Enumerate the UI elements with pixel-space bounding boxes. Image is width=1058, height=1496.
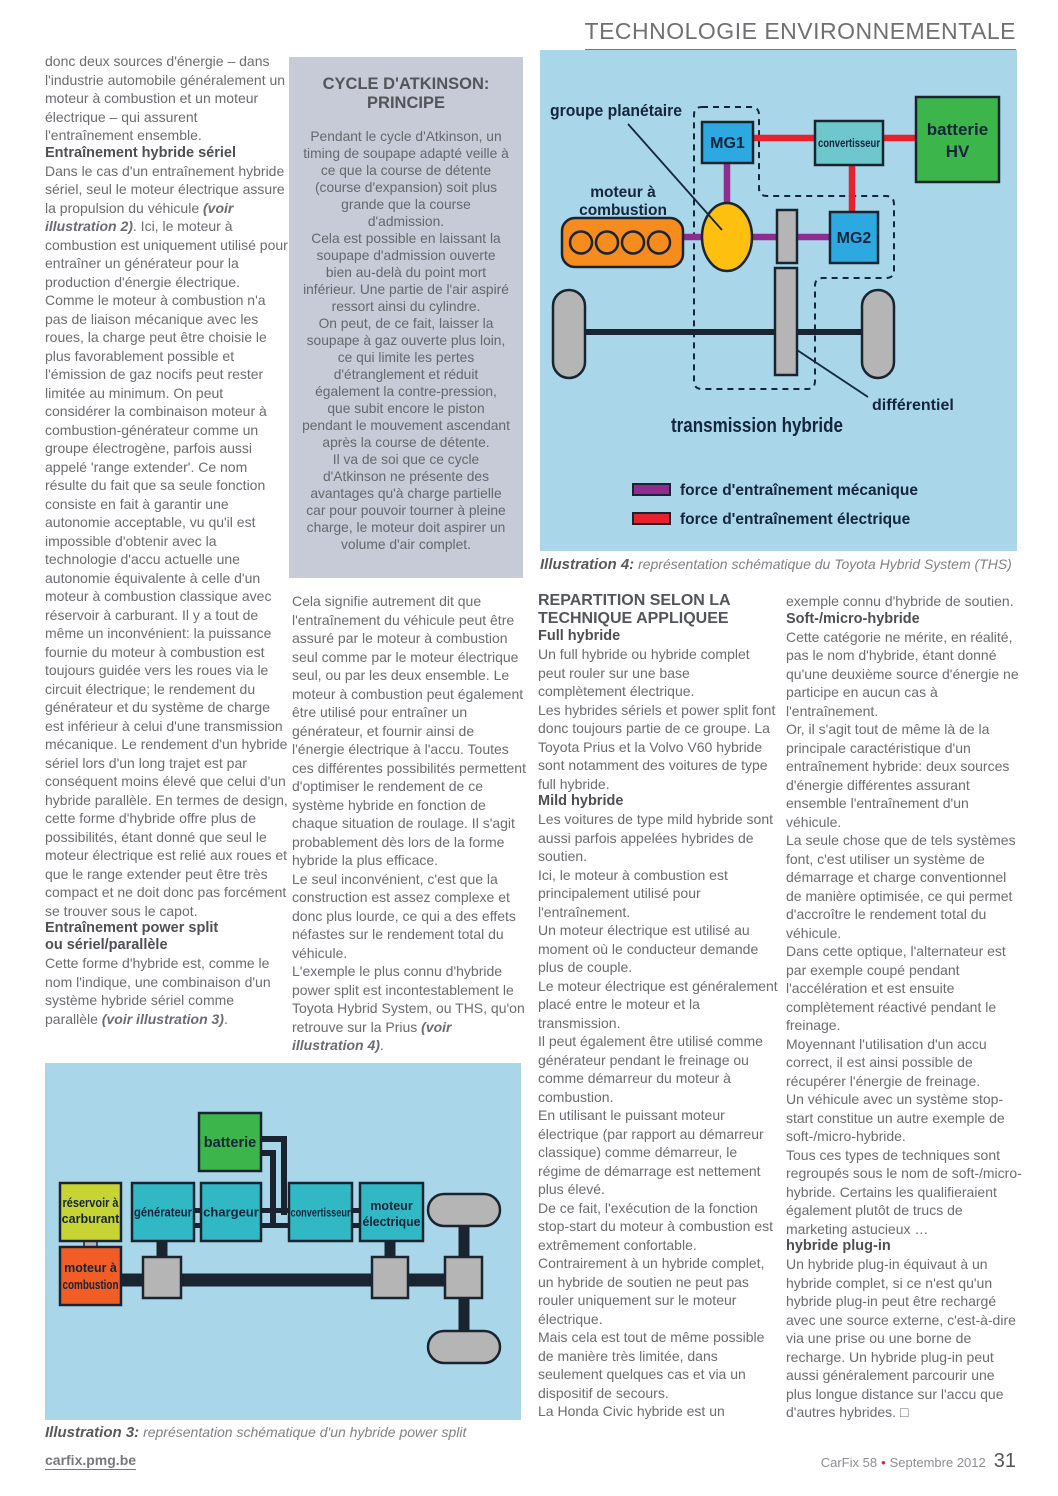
planetary-gear [702,203,752,271]
paragraph: Pendant le cycle d'Atkinson, un timing de soupape adapté veille à ce que la course de détente (course d'expansion) soit plus grande que la course d'admission. [303,129,509,229]
paragraph: Un moteur électrique est utilisé au moment où le conducteur demande plus de couple. [538,922,759,975]
generator-label: générateur [134,1205,193,1220]
paragraph: Le moteur électrique est généralement placé entre le moteur et la transmission. [538,977,778,1031]
paragraph: Cela est possible en laissant la soupape d'admission ouverte bien au-delà du point mort inférieur. Une partie de l'air aspiré ressort ainsi du cylindre. [303,231,509,314]
illustration-3-power-split-diagram [45,1063,521,1420]
battery-label-line1: batterie [926,120,989,139]
ths-diagram-svg [540,50,1017,551]
paragraph: Un véhicule avec un système stop-start constitue un autre exemple de soft-/micro-hybride. [786,1091,1005,1144]
power-split-diagram-svg [45,1063,521,1420]
illustration-3-reference: (voir illustration 3) [101,1010,224,1027]
converter-label: convertisseur [818,136,881,150]
paragraph: Mais cela est tout de même possible de manière très limitée, dans seulement quelques cas et via un dispositif de secours. [538,1329,765,1401]
paragraph: Cette catégorie ne mérite, en réalité, pas le nom d'hybride, étant donné qu'une deuxième source d'énergie ne participe en aucun cas à l'entraînement. [786,628,1019,719]
plug-in-paragraph: Un hybride plug-in équivaut à un hybride complet, si ce n'est qu'un hybride plug-in peut être rechargé avec une source externe, c'est-à-dire via une prise ou une borne de recharge. Un hybride plug-in peut aussi généralement parcourir une plus longue distance sur l'accu que d'autres hybrides. □ [786,1256,1016,1420]
illustration-4-caption [540,556,1017,573]
bottom-wheel [428,1331,500,1363]
power-split-paragraph [45,954,288,1028]
paragraph: De ce fait, l'exécution de la fonction stop-start du moteur à combustion est extrêmement confortable. [538,1199,773,1253]
mg2-label: MG2 [836,230,872,247]
caption-4-label: Illustration 4: [540,556,635,573]
engine-label-line2: combustion [62,1278,119,1292]
engine-label-line1: moteur à [590,184,656,201]
paragraph: Moyennant l'utilisation d'un accu correct, il est ainsi possible de récupérer l'énergie de freinage. [786,1035,987,1089]
illustration-2-reference: (voir illustration 2) [45,199,234,234]
illustration-3-caption [45,1424,521,1441]
differential-label: différentiel [872,397,954,414]
motor-coupling [372,1257,408,1298]
atkinson-sidebar-box [289,57,523,578]
caption-3-text: représentation schématique d'un hybride power split [139,1424,467,1440]
footer-page-number: 31 [993,1450,1016,1472]
legend-electric-label: force d'entraînement électrique [680,511,911,528]
battery-label-line2: HV [945,142,970,161]
column-2 [292,592,526,1060]
tank-label-line1: réservoir à [62,1196,119,1210]
heading-soft-micro-hybrid: Soft-/micro-hybride [786,610,920,627]
transmission-label: transmission hybride [671,415,843,437]
footer-site-link[interactable]: carfix.pmg.be [45,1452,137,1468]
caption-4-text: représentation schématique du Toyota Hybrid System (THS) [634,556,1012,572]
legend-mechanical-swatch [633,484,670,495]
intro-paragraph: donc deux sources d'énergie – dans l'industrie automobile généralement un moteur à combustion et un moteur électrique – qui assurent l'entraînement ensemble. [45,53,286,143]
paragraph: Dans cette optique, l'alternateur est par exemple coupé pendant l'accélération et est ensuite complètement réactivé pendant le freinage. [786,943,1006,1033]
mg1-label: MG1 [710,135,745,152]
page-title: TECHNOLOGIE ENVIRONNEMENTALE [585,18,1016,51]
column-3 [538,592,778,1444]
paragraph: On peut, de ce fait, laisser la soupape à gaz ouverte plus loin, ce qui limite les pertes d'étranglement et réduit également la contre-pression, que subit encore le piston pendant le mouvement ascendant après la course de détente. [302,316,510,450]
heading-mild-hybrid: Mild hybride [538,793,624,809]
mild-hybrid-paragraphs [538,810,778,1421]
counter-gear [777,210,797,263]
emotor-label-line1: moteur [370,1199,413,1213]
paragraph: Or, il s'agit tout de même là de la principale caractéristique d'un entraînement hybride: deux sources d'énergie différentes assurant ensemble l'entraînement d'un véhicule. [786,721,1010,830]
heading-plug-in-hybrid: hybride plug-in [786,1238,891,1254]
paragraph: Contrairement à un hybride complet, un hybride de soutien ne peut pas rouler uniquement sur le moteur électrique. [538,1255,765,1327]
planetary-label: groupe planétaire [550,101,682,120]
column-4 [786,592,1022,1444]
soft-micro-paragraphs [786,628,1022,1239]
left-wheel [553,290,585,378]
serial-text-b: . Ici, le moteur à combustion est uniquement utilisé pour entraîner un générateur pour la production d'énergie électrique. Comme le moteur à combustion n'a pas de liaison mécanique avec les roues, la charge peut être choisie le plus favorablement possible et l'émission de gaz nocifs peut rester limitée au minimum. On peut considérer la combinaison moteur à combustion-générateur comme un groupe électrogène, parfois aussi appelé 'range extender'. Ce nom résulte du fait que sa seule fonction consiste en fait à garantir une autonomie acceptable, vu qu'il est impossible d'obtenir avec la technologie d'accu actuelle une autonomie équivalente à celle d'un moteur à combustion classique avec réservoir à carburant. Il y a tout de même un inconvénient: la puissance fournie du moteur à combustion est toujours guidée vers les roues via le circuit électrique; le rendement du générateur et du système de charge est inférieur à celui d'une transmission mécanique. Le rendement d'un hybride sériel lors d'un long trajet est par conséquent moins élevé que celui d'un hybride parallèle. En termes de design, cette forme d'hybride offre plus de possibilités, étant donné que seul le moteur électrique est relié aux roues et que le range extender peut être très compact et ne doit donc pas forcément se trouver sous le capot. [45,218,288,919]
ps-text-b: . [223,1010,228,1027]
paragraph: La seule chose que de tels systèmes font, c'est utiliser un système de démarrage et charge conventionnel de manière optimisée, ce qui permet d'accroître le rendement total du véhicule. [786,832,1016,941]
heading-power-split: Entraînement power split ou sériel/parallèle [45,920,219,953]
combustion-engine-box [60,1247,121,1305]
serial-text-a: Dans le cas d'un entraînement hybride sériel, seul le moteur électrique assure la propulsion du véhicule [45,162,285,216]
hv-battery-box [916,97,999,182]
caption-3-label: Illustration 3: [45,1424,140,1441]
paragraph: Les voitures de type mild hybride sont aussi parfois appelées hybrides de soutien. [538,811,774,864]
legend-electric-swatch [633,513,670,524]
emotor-label-line2: électrique [362,1215,421,1229]
illustration-4-ths-diagram [540,50,1017,551]
serial-hybrid-paragraph [45,162,288,921]
paragraph: Il va de soi que ce cycle d'Atkinson ne présente des avantages qu'à charge partielle car pour pouvoir tourner à pleine charge, le moteur doit aspirer un volume d'air complet. [306,452,506,552]
atkinson-body [302,128,510,553]
power-split-detail-3: L'exemple le plus connu d'hybride power split est incontestablement le Toyota Hybrid System, ou THS, qu'on retrouve sur la Prius (voir illustration 4). [292,963,525,1053]
footer-issue-info [821,1450,1016,1473]
right-wheel [862,290,894,378]
paragraph: En utilisant le puissant moteur électrique (par rapport au démarreur classique) comme démarreur, le régime de démarrage est nettement plus élevé. [538,1107,764,1197]
paragraph: La Honda Civic hybride est un [538,1403,725,1419]
power-split-detail-1: Cela signifie autrement dit que l'entraînement du véhicule peut être assuré par le moteur à combustion seul comme par le moteur électrique seul, ou par les deux ensemble. Le moteur à combustion peut également être utilisé pour entraîner un générateur, et fournir ainsi de l'énergie électrique à l'accu. Toutes ces différentes possibilités permettent d'optimiser le rendement de ce système hybride en fonction de chaque situation de roulage. Il s'agit probablement dès lors de la forme hybride la plus efficace. [292,593,526,868]
engine-label-line1: moteur à [64,1261,117,1275]
ps-text-a: Cette forme d'hybride est, comme le nom l'indique, une combinaison d'un système hybride sériel comme parallèle [45,955,271,1027]
heading-serial-hybrid: Entraînement hybride sériel [45,144,236,161]
generator-coupling [143,1257,181,1298]
heading-repartition: REPARTITION SELON LA TECHNIQUE APPLIQUEE [538,592,731,627]
footer-date: Septembre 2012 [889,1455,986,1470]
footer-bullet-icon: • [881,1455,886,1470]
paragraph: Ici, le moteur à combustion est principalement utilisé pour l'entraînement. [538,866,728,920]
full-hybrid-paragraphs [538,645,778,793]
wheel-coupling [445,1257,482,1298]
charger-label: chargeur [203,1204,259,1220]
battery-label: batterie [203,1135,257,1151]
paragraph: Un full hybride ou hybride complet peut rouler sur une base complètement électrique. [538,646,750,699]
atkinson-title: CYCLE D'ATKINSON: PRINCIPE [322,75,490,112]
paragraph: Les hybrides sériels et power split font donc toujours partie de ce groupe. La Toyota Prius et la Volvo V60 hybride sont notamment des voitures de type full hybride. [538,701,776,792]
engine-label-line2: combustion [579,202,667,219]
tank-label-line2: carburant [61,1212,120,1226]
top-wheel [428,1194,500,1226]
converter-label: convertisseur [290,1205,351,1220]
paragraph: Il peut également être utilisé comme générateur pendant le freinage ou comme démarreur du moteur à combustion. [538,1033,763,1105]
illustration-4-reference: (voir illustration 4) [292,1018,452,1053]
heading-full-hybrid: Full hybride [538,628,621,644]
power-split-detail-2: Le seul inconvénient, c'est que la construction est assez complexe et donc plus lourde, ce qui a des effets néfastes sur le rendement total du véhicule. [292,870,516,961]
mild-hybrid-continuation: exemple connu d'hybride de soutien. [786,593,1014,609]
column-1 [45,52,288,1060]
legend-mechanical-label: force d'entraînement mécanique [680,482,918,499]
paragraph: Tous ces types de techniques sont regroupés sous le nom de soft-/micro-hybride. Certains les qualifieraient également plutôt de trucs de marketing astucieux … [786,1146,1022,1237]
combustion-engine [562,218,683,267]
differential-gear [775,268,797,375]
footer-issue: CarFix 58 [820,1455,878,1470]
